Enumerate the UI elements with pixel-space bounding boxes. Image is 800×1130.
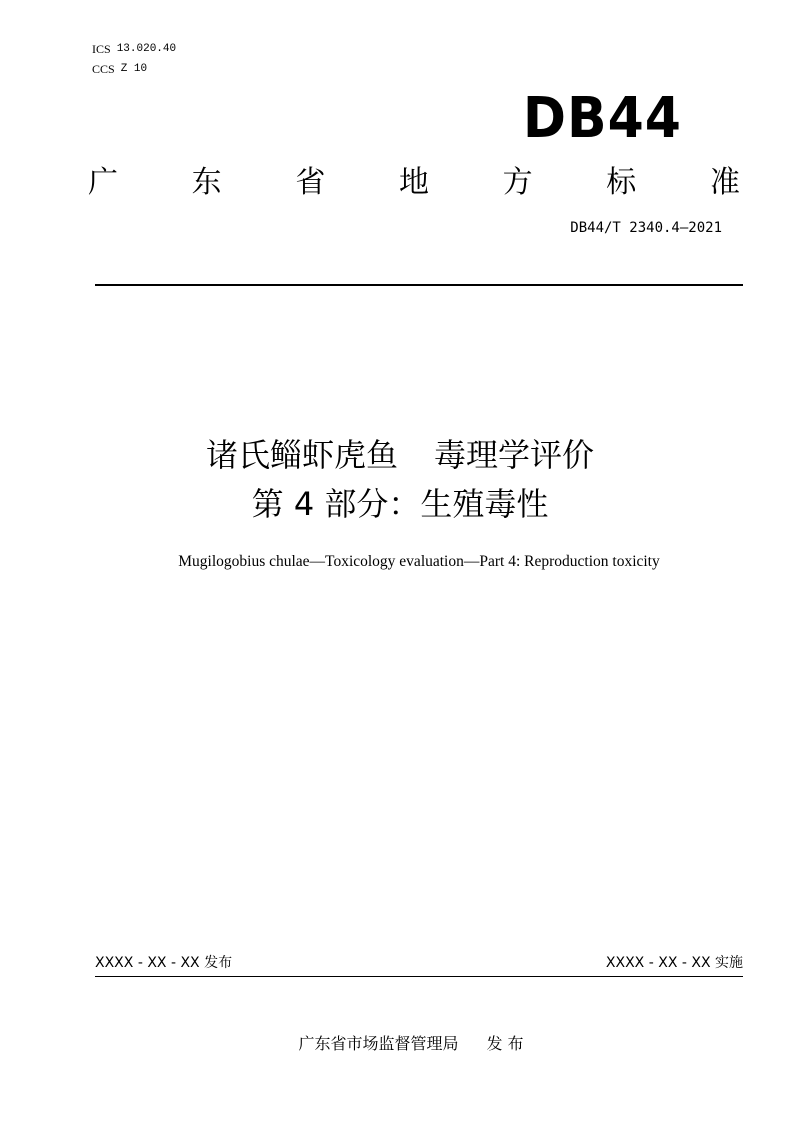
standard-type-char: 方	[502, 165, 533, 200]
issuer-action: 发 布	[486, 1034, 524, 1053]
title-line-2: 第 4 部分：生殖毒性	[251, 485, 549, 523]
implement-date: XXXX - XX - XX 实施	[605, 955, 743, 971]
publish-date: XXXX - XX - XX 发布	[95, 955, 233, 971]
standard-type-char: 地	[398, 165, 429, 200]
standard-type-char: 省	[295, 165, 326, 200]
ics-code: 13.020.40	[116, 43, 177, 55]
standard-type-char: 广	[88, 165, 118, 200]
title-topic: 毒理学评价	[434, 436, 595, 474]
ics-label: ICS	[92, 42, 111, 56]
standard-type-char: 准	[709, 165, 740, 200]
title-line-1	[0, 434, 800, 476]
english-title: Mugilogobius chulae—Toxicology evaluation—Part 4: Reproduction toxicity	[178, 553, 660, 570]
ccs-row	[92, 59, 176, 79]
ics-row	[92, 39, 176, 59]
ccs-label: CCS	[92, 62, 115, 76]
standard-mark-logo: DB44	[522, 86, 682, 151]
issuer-name: 广东省市场监督管理局	[298, 1034, 459, 1053]
bottom-divider	[95, 976, 743, 977]
standard-type-heading	[88, 163, 740, 203]
ccs-code: Z 10	[120, 63, 148, 75]
standard-type-char: 东	[191, 165, 222, 200]
issuer-line	[0, 1033, 800, 1055]
top-divider	[95, 284, 743, 286]
standard-type-char: 标	[606, 165, 637, 200]
title-subject: 诸氏鲻虾虎鱼	[205, 436, 398, 474]
classification-block	[92, 39, 176, 79]
standard-number: DB44/T 2340.4—2021	[570, 220, 722, 236]
